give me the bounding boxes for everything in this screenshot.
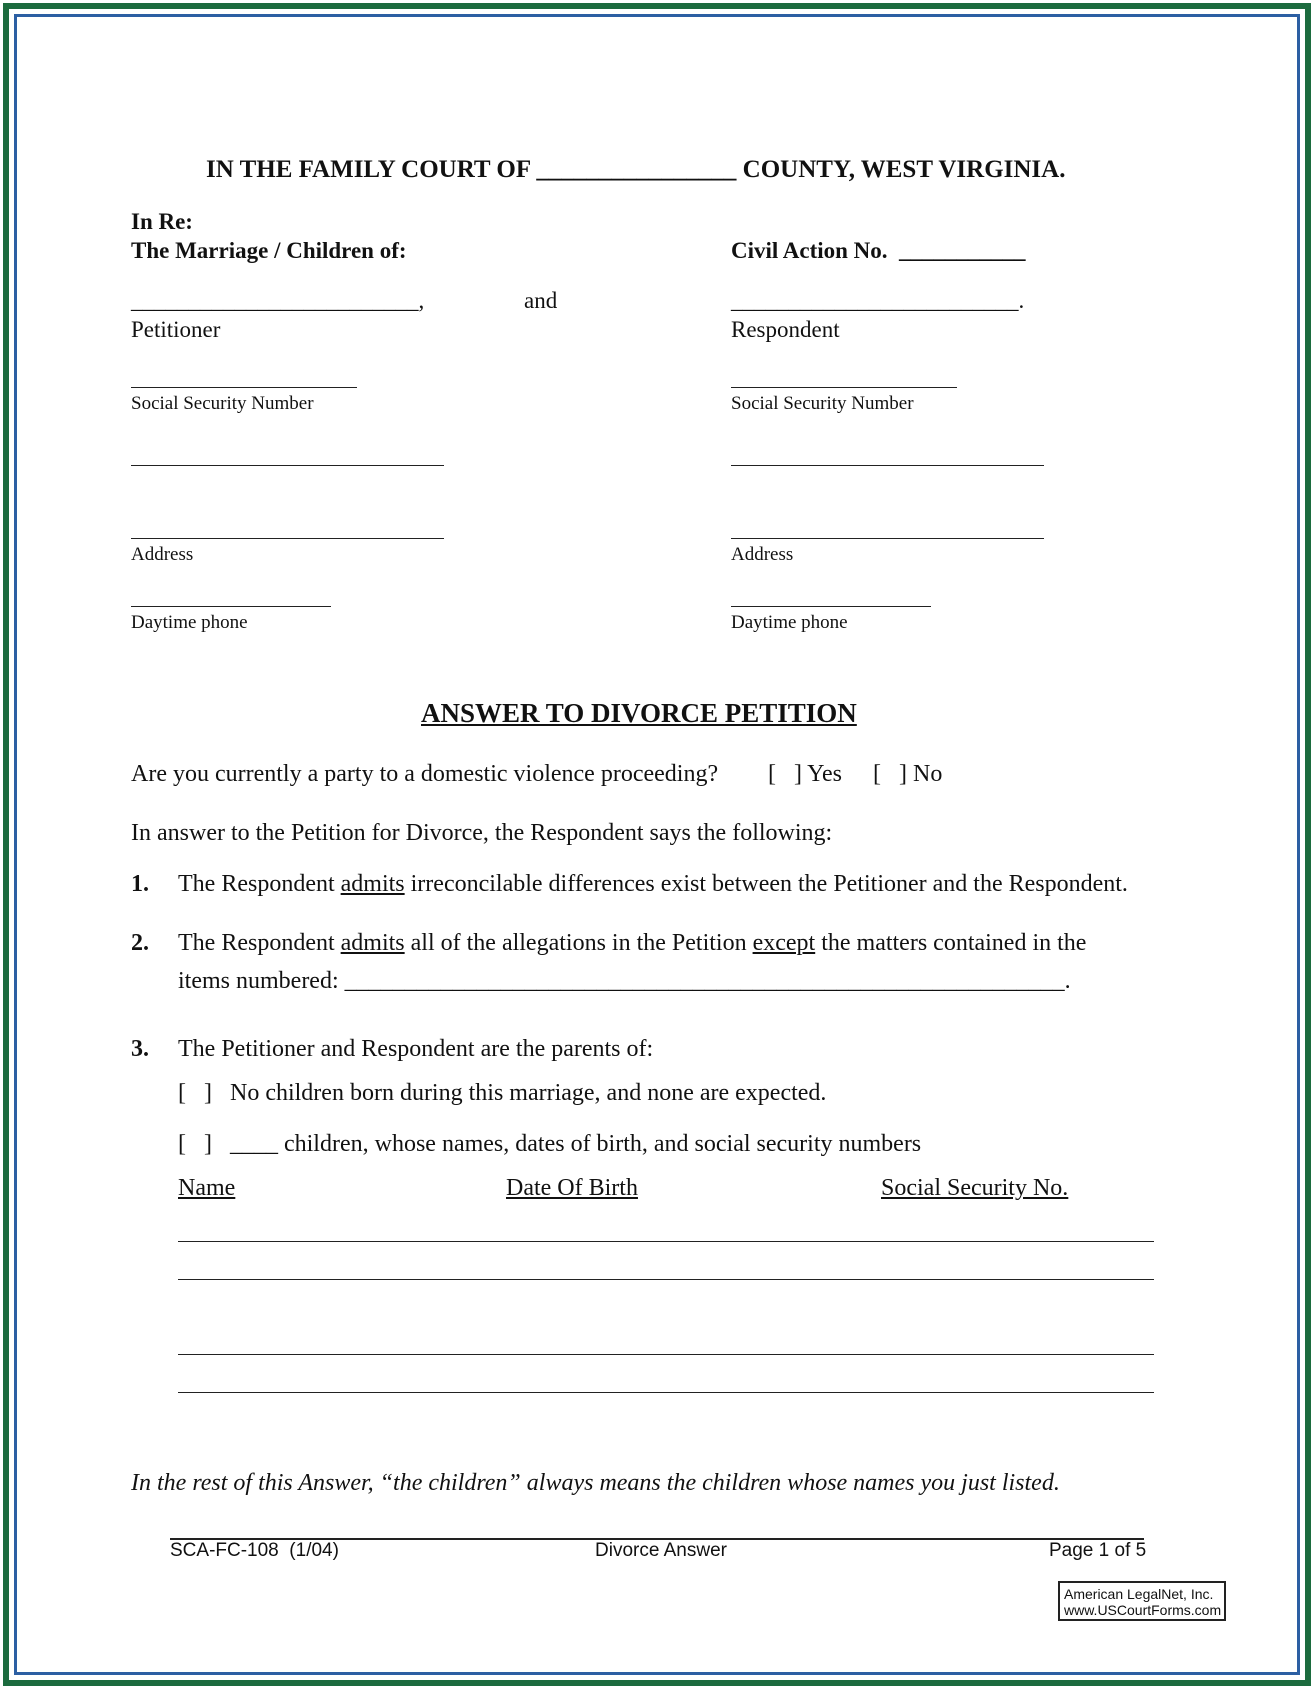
item-1-part-a: The Respondent: [178, 871, 341, 897]
respondent-phone-field[interactable]: [731, 606, 931, 607]
item-2-text: [178, 930, 1086, 957]
and-text: and: [524, 288, 558, 313]
dv-yes-checkbox[interactable]: [ ] Yes: [768, 761, 843, 787]
court-heading: IN THE FAMILY COURT OF ________________ COUNTY, WEST VIRGINIA.: [206, 156, 1066, 183]
petitioner-phone-field[interactable]: [131, 606, 331, 607]
footer-page-number: Page 1 of 5: [1049, 1540, 1147, 1561]
petitioner-label: Petitioner: [131, 317, 221, 342]
no-children-checkbox[interactable]: [ ] No children born during this marriage, and none are expected.: [178, 1080, 827, 1106]
stamp-website: www.USCourtForms.com: [1064, 1602, 1222, 1618]
item-1-number: 1.: [131, 871, 149, 897]
respondent-address-line1[interactable]: [731, 465, 1044, 466]
respondent-phone-label: Daytime phone: [731, 612, 848, 633]
respondent-address-line2[interactable]: [731, 538, 1044, 539]
item-1-admits: admits: [340, 871, 405, 897]
publisher-stamp: [1058, 1581, 1226, 1621]
item-3-text: The Petitioner and Respondent are the parents of:: [178, 1036, 654, 1062]
respondent-address-label: Address: [731, 544, 794, 565]
document-title: ANSWER TO DIVORCE PETITION: [421, 698, 857, 728]
item-2-part-a: The Respondent: [178, 930, 341, 956]
petitioner-name-field[interactable]: _________________________,: [131, 288, 425, 313]
column-name-header: Name: [178, 1175, 236, 1201]
petitioner-address-line2[interactable]: [131, 538, 444, 539]
respondent-ssn-label: Social Security Number: [731, 393, 914, 414]
children-checkbox[interactable]: [ ] ____ children, whose names, dates of birth, and social security numbers: [178, 1131, 922, 1157]
child-row-line[interactable]: [178, 1279, 1154, 1280]
item-2-numbers-field[interactable]: items numbered: ____________________________________________________________.: [178, 968, 1071, 994]
footer-form-id: SCA-FC-108 (1/04): [170, 1540, 339, 1561]
respondent-label: Respondent: [731, 317, 840, 342]
item-2-part-c: all of the allegations in the Petition: [404, 930, 753, 956]
footer-doc-name: Divorce Answer: [595, 1540, 727, 1561]
civil-action-label: Civil Action No. ___________: [731, 238, 1026, 263]
column-dob-header: Date Of Birth: [506, 1175, 638, 1201]
item-1-text: [178, 871, 1128, 898]
respondent-ssn-field[interactable]: [731, 387, 957, 388]
item-1-part-c: irreconcilable differences exist between the Petitioner and the Respondent.: [404, 871, 1128, 897]
intro-text: In answer to the Petition for Divorce, the Respondent says the following:: [131, 820, 833, 846]
item-3-number: 3.: [131, 1036, 149, 1062]
item-2-except: except: [752, 930, 816, 956]
children-definition-note: In the rest of this Answer, “the children” always means the children whose names you just listed.: [131, 1470, 1060, 1496]
dv-no-checkbox[interactable]: [ ] No: [873, 761, 943, 787]
child-row-line[interactable]: [178, 1354, 1154, 1355]
in-re-label: In Re:: [131, 209, 193, 234]
item-2-admits: admits: [340, 930, 405, 956]
item-2-part-e: the matters contained in the: [815, 930, 1087, 956]
marriage-label: The Marriage / Children of:: [131, 238, 407, 263]
item-2-number: 2.: [131, 930, 149, 956]
dv-question: Are you currently a party to a domestic violence proceeding?: [131, 761, 719, 787]
child-row-line[interactable]: [178, 1392, 1154, 1393]
petitioner-phone-label: Daytime phone: [131, 612, 248, 633]
petitioner-ssn-label: Social Security Number: [131, 393, 314, 414]
petitioner-ssn-field[interactable]: [131, 387, 357, 388]
stamp-company: American LegalNet, Inc.: [1064, 1586, 1214, 1602]
child-row-line[interactable]: [178, 1241, 1154, 1242]
petitioner-address-label: Address: [131, 544, 194, 565]
respondent-name-field[interactable]: _________________________.: [731, 288, 1025, 313]
petitioner-address-line1[interactable]: [131, 465, 444, 466]
column-ssn-header: Social Security No.: [881, 1175, 1069, 1201]
